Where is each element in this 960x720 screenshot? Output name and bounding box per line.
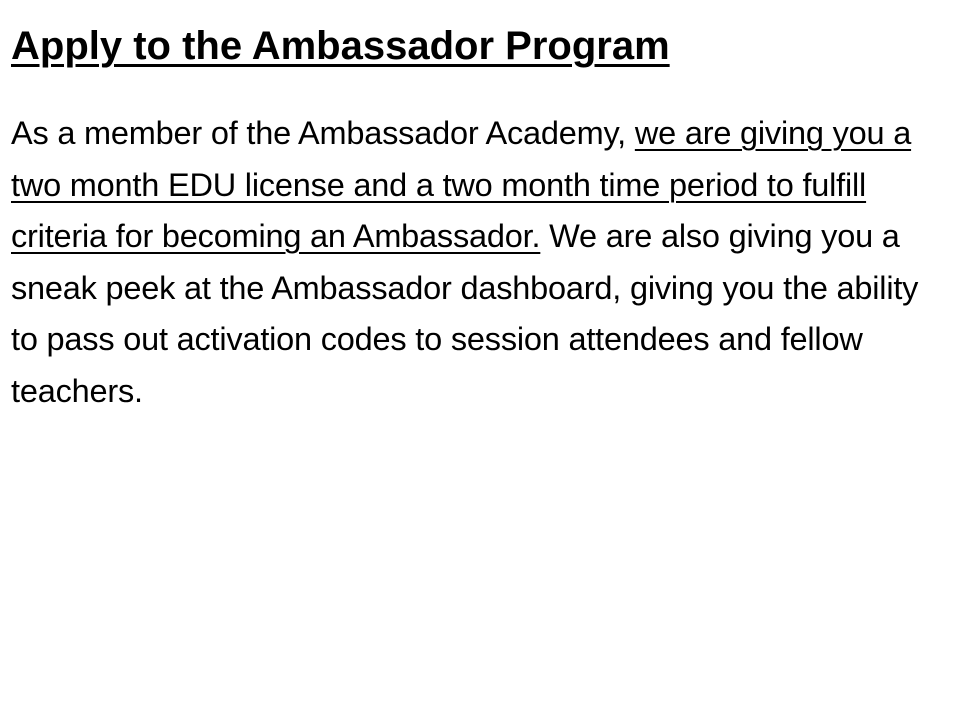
body-paragraph <box>11 108 946 417</box>
paragraph-intro: As a member of the Ambassador Academy, <box>11 115 635 151</box>
paragraph-highlight: we are giving you a two month EDU license and a two month time period to fulfill criteria for becoming an Ambassador. <box>11 115 912 254</box>
paragraph-rest: We are also giving you a sneak peek at the Ambassador dashboard, giving you the ability to pass out activation codes to session attendees and fellow teachers. <box>11 218 919 409</box>
slide-title: Apply to the Ambassador Program <box>11 24 670 68</box>
